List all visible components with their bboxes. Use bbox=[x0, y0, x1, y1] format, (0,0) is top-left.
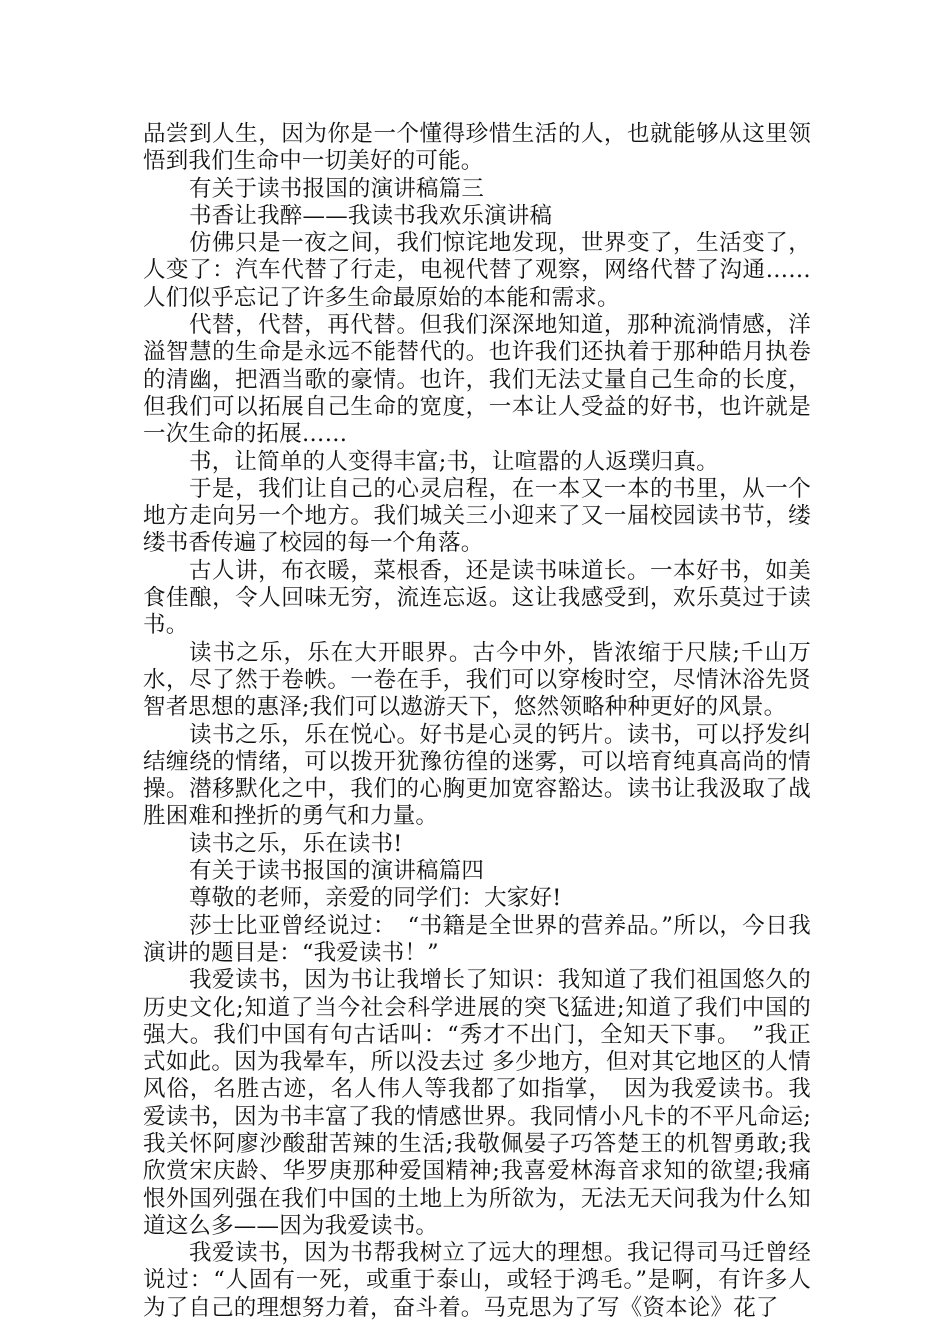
paragraph: 读书之乐，乐在大开眼界。古今中外，皆浓缩于尺牍;千山万水，尽了然于卷帙。一卷在手，我们可以穿梭时空，尽情沐浴先贤智者思想的惠泽;我们可以遨游天下，悠然领略种种更好的风景。 bbox=[143, 639, 811, 721]
paragraph: 古人讲，布衣暖，菜根香，还是读书味道长。一本好书，如美食佳酿，令人回味无穷，流连忘返。这让我感受到，欢乐莫过于读书。 bbox=[143, 557, 811, 639]
section-heading-part-three: 有关于读书报国的演讲稿篇三 bbox=[189, 175, 485, 202]
paragraph: 莎士比亚曾经说过： “书籍是全世界的营养品。”所以，今日我演讲的题目是：“我爱读书！” bbox=[143, 912, 811, 966]
paragraph: 我爱读书，因为书帮我树立了远大的理想。我记得司马迁曾经说过：“人固有一死，或重于泰山，或轻于鸿毛。”是啊，有许多人为了自己的理想努力着，奋斗着。马克思为了写《资本论》花了 bbox=[143, 1240, 811, 1321]
paragraph: 仿佛只是一夜之间，我们惊诧地发现，世界变了，生活变了，人变了：汽车代替了行走，电视代替了观察，网络代替了沟通……人们似乎忘记了许多生命最原始的本能和需求。 bbox=[143, 230, 811, 311]
paragraph: 我爱读书，因为书让我增长了知识：我知道了我们祖国悠久的历史文化;知道了当今社会科学进展的突飞猛进;知道了我们中国的强大。我们中国有句古话叫：“秀才不出门，全知天下事。 ”我正式如此。因为我晕车，所以没去过 多少地方，但对其它地区的人情风俗，名胜古迹，名人伟人等我都了如指掌， 因为我爱读书。我爱读书，因为书丰富了我的情感世界。我同情小凡卡的不平凡命运;我关怀阿廖沙酸甜苦辣的生活;我敬佩晏子巧答楚王的机智勇敢;我欣赏宋庆龄、华罗庚那种爱国精神;我喜爱林海音求知的欲望;我痛恨外国列强在我们中国的土地上为所欲为，无法无天问我为什么知道这么多——因为我爱读书。 bbox=[143, 967, 811, 1239]
paragraph-continuation: 品尝到人生，因为你是一个懂得珍惜生活的人，也就能够从这里领悟到我们生命中一切美好的可能。 bbox=[143, 121, 811, 175]
speech-title: 书香让我醉——我读书我欢乐演讲稿 bbox=[189, 202, 553, 229]
paragraph: 代替，代替，再代替。但我们深深地知道，那种流淌情感，洋溢智慧的生命是永远不能替代的。也许我们还执着于那种皓月执卷的清幽，把酒当歌的豪情。也许，我们无法丈量自己生命的长度，但我们可以拓展自己生命的宽度，一本让人受益的好书，也许就是一次生命的拓展…… bbox=[143, 312, 811, 448]
document-body bbox=[143, 121, 811, 1322]
paragraph: 于是，我们让自己的心灵启程，在一本又一本的书里，从一个地方走向另一个地方。我们城关三小迎来了又一届校园读书节，缕缕书香传遍了校园的每一个角落。 bbox=[143, 475, 811, 557]
section-heading-part-four: 有关于读书报国的演讲稿篇四 bbox=[189, 858, 485, 885]
paragraph: 书，让简单的人变得丰富;书，让喧嚣的人返璞归真。 bbox=[189, 448, 719, 475]
greeting: 尊敬的老师，亲爱的同学们：大家好! bbox=[189, 885, 562, 912]
paragraph: 读书之乐，乐在悦心。好书是心灵的钙片。读书，可以抒发纠结缠绕的情绪，可以拨开犹豫彷徨的迷雾，可以培育纯真高尚的情操。潜移默化之中，我们的心胸更加宽容豁达。读书让我汲取了战胜困难和挫折的勇气和力量。 bbox=[143, 721, 811, 830]
paragraph: 读书之乐，乐在读书! bbox=[189, 830, 403, 857]
